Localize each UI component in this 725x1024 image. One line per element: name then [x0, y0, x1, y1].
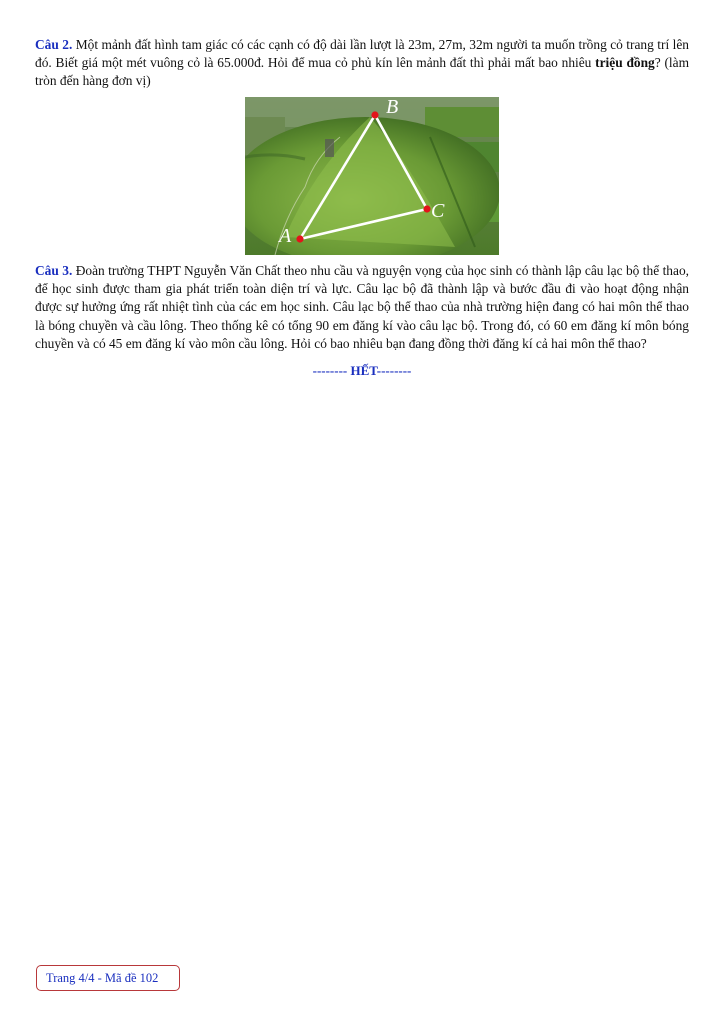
point-b [371, 111, 378, 118]
question-2-label: Câu 2. [35, 37, 73, 52]
question-3-text: Đoàn trường THPT Nguyễn Văn Chất theo nhu cầu và nguyện vọng của học sinh có thành lập câu lạc bộ thể thao, để học sinh được tham gia phát triển toàn diện trí và lực. Câu lạc bộ đã thành lập và bước đầu đi vào hoạt động nhận được sự hưởng ứng rất nhiệt tình của các em học sinh. Câu lạc bộ thể thao của nhà trường hiện đang có hai môn thể thao là bóng chuyền và cầu lông. Theo thống kê có tổng 90 em đăng kí vào câu lạc bộ. Trong đó, có 60 em đăng kí môn bóng chuyền và có 45 em đăng kí vào môn cầu lông. Hỏi có bao nhiêu bạn đang đồng thời đăng kí cả hai môn thể thao? [35, 263, 689, 351]
page-footer-badge: Trang 4/4 - Mã đề 102 [36, 965, 180, 991]
document-page [35, 36, 689, 378]
question-2-text: Một mảnh đất hình tam giác có các cạnh có độ dài lần lượt là 23m, 27m, 32m người ta muốn trồng cỏ trang trí lên đó. Biết giá một mét vuông cỏ là 65.000đ. Hỏi để mua cỏ phủ kín lên mảnh đất thì phải mất bao nhiêu [35, 37, 689, 71]
label-b: B [386, 97, 399, 118]
point-c [423, 205, 430, 212]
label-c: C [431, 200, 445, 222]
label-a: A [279, 225, 292, 247]
question-3 [35, 262, 689, 353]
question-2 [35, 36, 689, 91]
question-2-text-end: ? (làm tròn đến hàng đơn vị) [35, 55, 689, 89]
end-marker: -------- HẾT-------- [312, 363, 412, 378]
aerial-photo [245, 97, 499, 255]
question-3-label: Câu 3. [35, 263, 73, 278]
triangle-field-figure [245, 97, 499, 255]
question-2-bold-unit: triệu đồng [595, 55, 655, 71]
point-a [296, 235, 303, 242]
